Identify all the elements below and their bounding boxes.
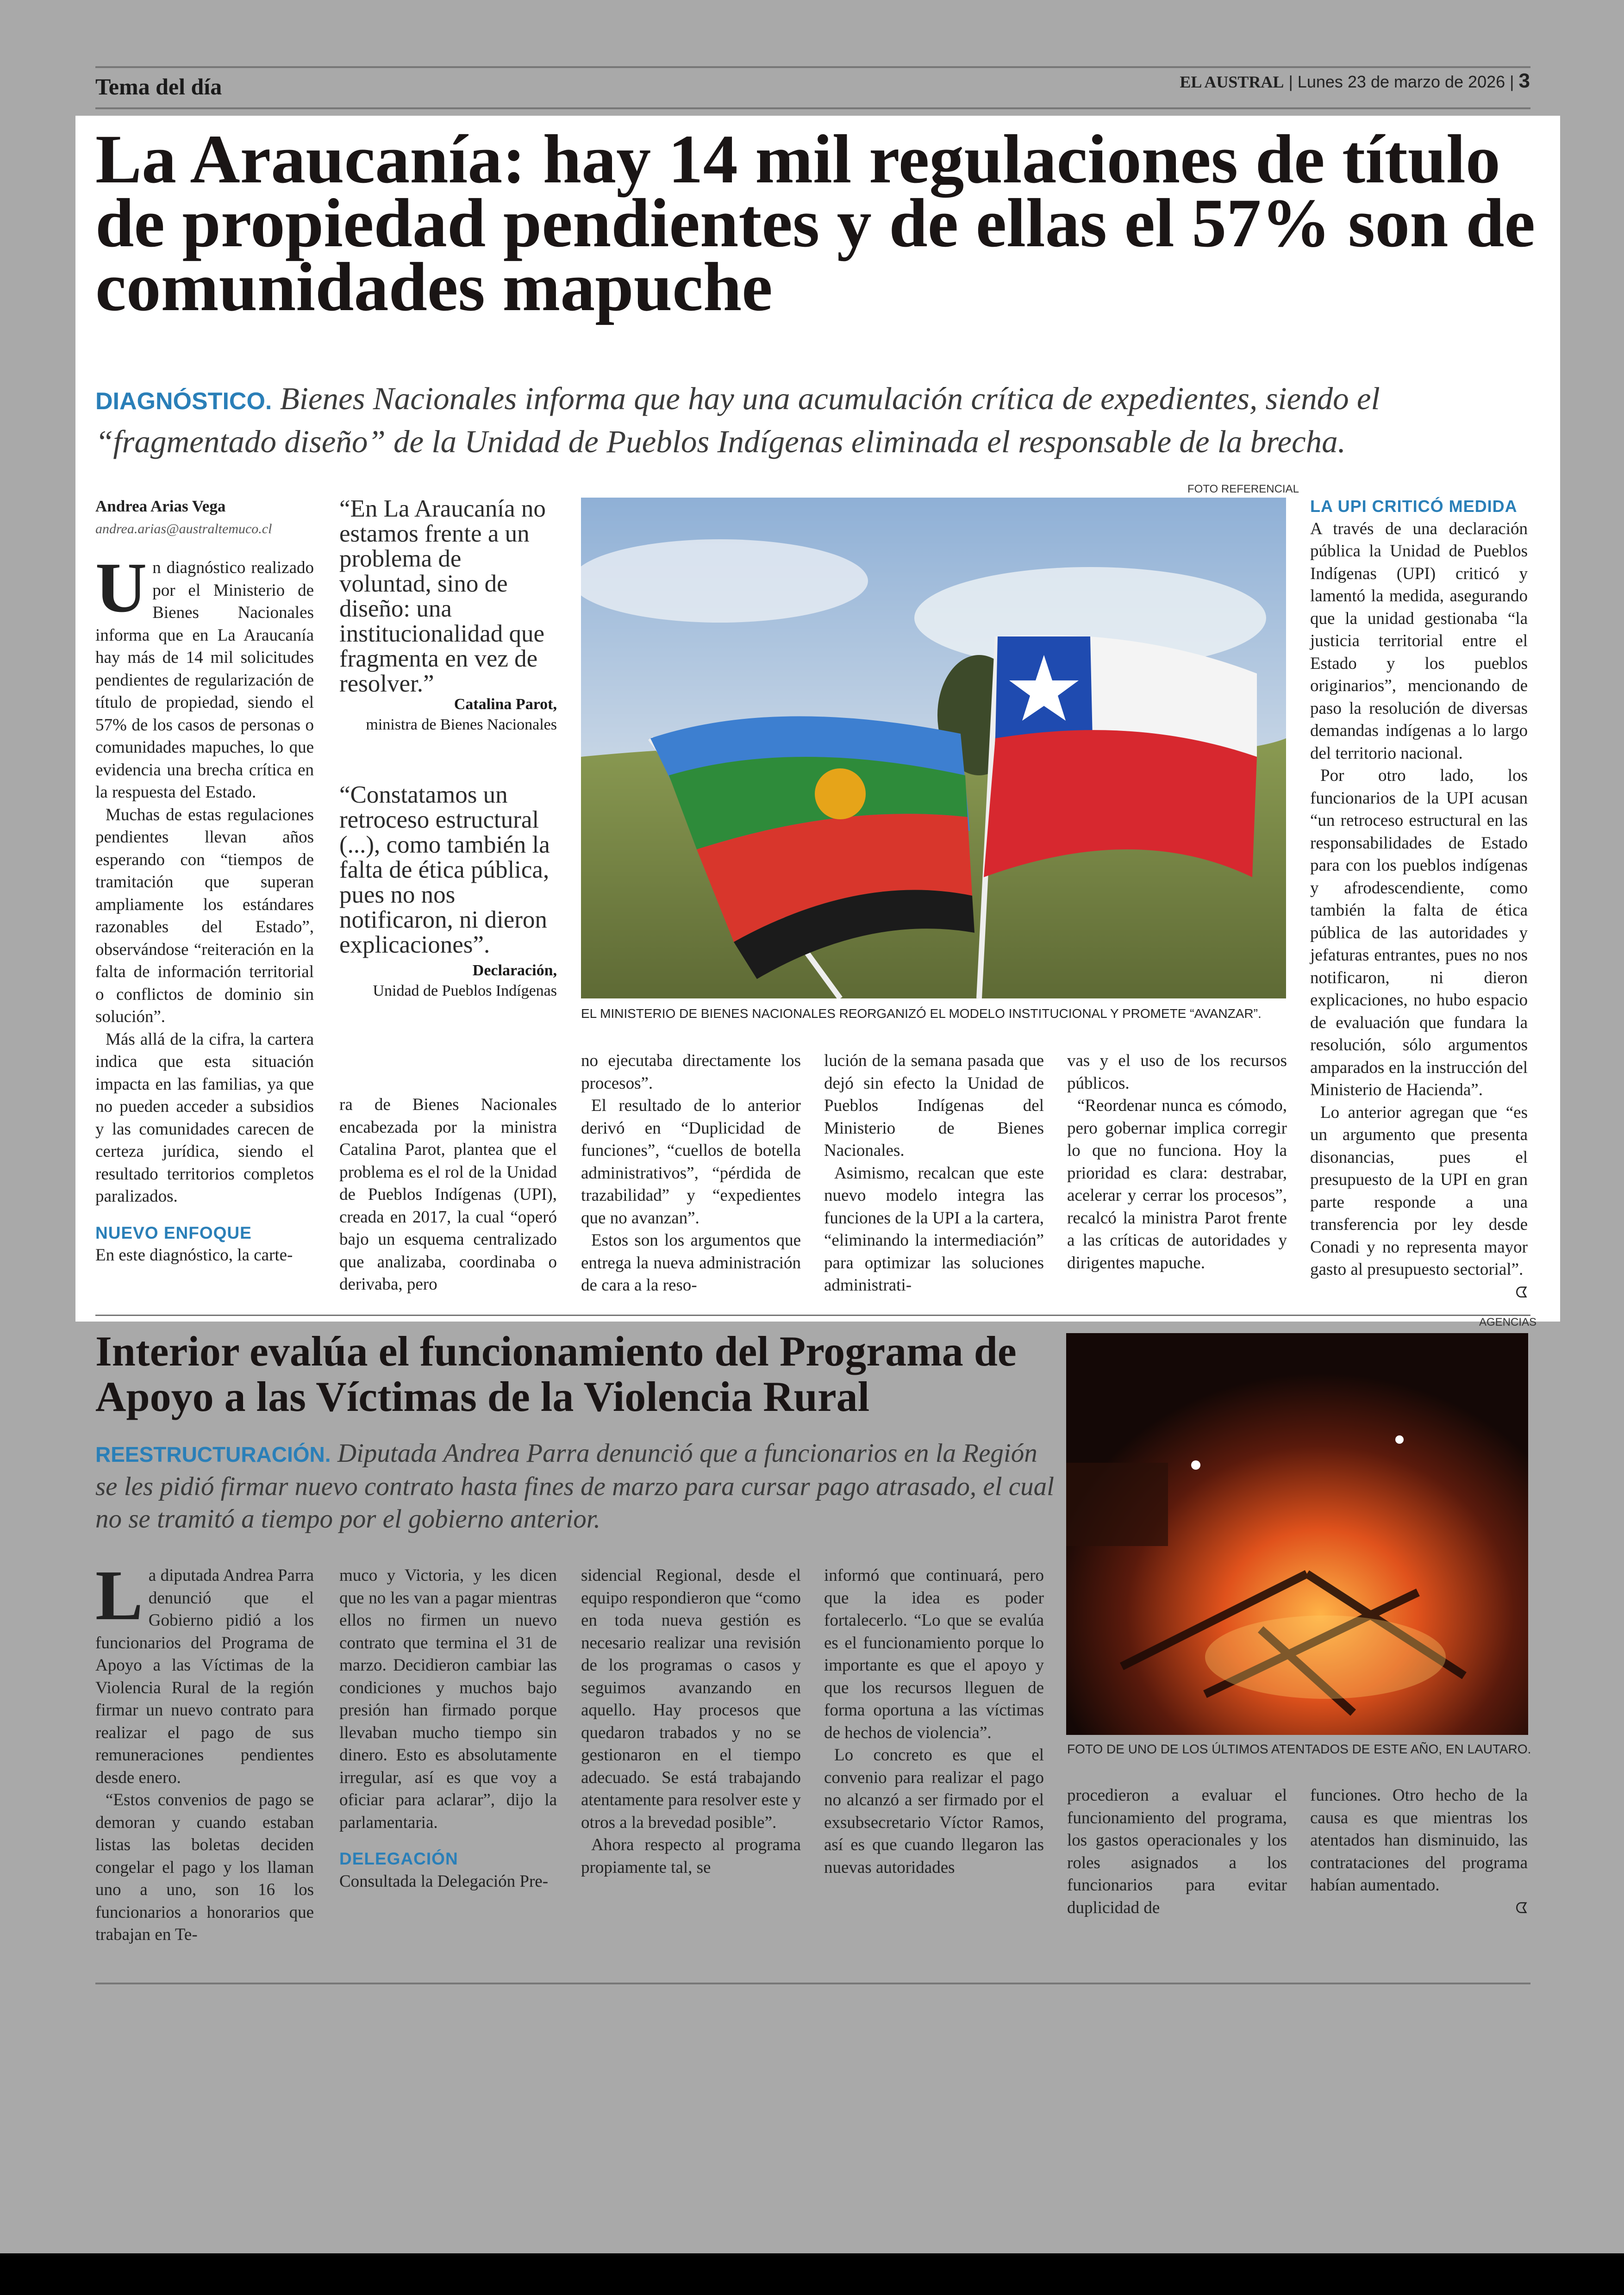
paragraph: Asimismo, recalcan que este nuevo modelo integra las funciones de la UPI a la cartera, “eliminando la intermediación” para optimizar las soluciones administrati- (824, 1163, 1044, 1295)
paragraph: Por otro lado, los funcionarios de la UPI acusan “un retroceso estructural en las responsabilidades de Estado para con los pueblos indígenas y afrodescendiente, como también la falta de ética pública de las autoridades y jefaturas entrantes, pues no nos notificaron, ni dieron explicaciones, no hubo espacio de evaluación que fundara la resolución, sólo argumentos amparados en la instrucción del Ministerio de Hacienda”. (1310, 766, 1528, 1099)
sidebar-column (1310, 495, 1528, 1303)
section-divider (95, 1315, 1530, 1316)
article-2-column-1 (95, 1556, 314, 1946)
deck-2-kicker: REESTRUCTURACIÓN. (95, 1442, 331, 1466)
fire-photo (1066, 1333, 1528, 1735)
quote-1-name: Catalina Parot, (454, 696, 557, 713)
paragraph: muco y Victoria, y les dicen que no les van a pagar mientras ellos no firmen un nuevo contrato que termina el 31 de marzo. Decidieron cambiar las condiciones y muchos bajo presión han firmado porque llevaban mucho tiempo sin dinero. Esto es absolutamente irregular, así es que voy a oficiar para aclarar”, dijo la parlamentaria. (339, 1566, 557, 1832)
flags-illustration (581, 498, 1286, 998)
quote-1-attribution (339, 694, 557, 735)
paper-name: EL AUSTRAL (1180, 73, 1284, 91)
paragraph: no ejecutaba directamente los procesos”. (581, 1051, 801, 1093)
deck-2-text: Diputada Andrea Parra denunció que a funcionarios en la Región se les pidió firmar nuevo contrato hasta fines de marzo para cursar pago atrasado, el cual no se tramitó a tiempo por el gobierno anterior. (95, 1439, 1054, 1534)
paragraph: sidencial Regional, desde el equipo respondieron que “como en toda nueva gestión es necesario realizar una revisión de los programas o casos y seguimos avanzando en aquello. Hay procesos que quedaron trabados y no se gestionaron en el tiempo adecuado. Se está trabajando atentamente para resolver este y otros a la brevedad posible”. (581, 1566, 801, 1832)
article-2-deck (95, 1437, 1058, 1535)
paragraph: procedieron a evaluar el funcionamiento del programa, los gastos operacionales y los roles asignados a los funcionarios para evitar duplicidad de (1067, 1786, 1287, 1917)
quote-2-role: Unidad de Pueblos Indígenas (373, 982, 557, 999)
drop-cap: U (95, 549, 147, 627)
top-rule (95, 66, 1530, 68)
bottom-bar (0, 2253, 1624, 2295)
pull-quote-2: “Constatamos un retroceso estructural (...), como también la falta de ética pública, pues no nos notificaron, ni dieron explicaciones”. (339, 781, 550, 958)
article-column-4 (824, 1050, 1044, 1297)
article-deck (95, 379, 1530, 462)
paragraph: vas y el uso de los recursos públicos. (1067, 1051, 1287, 1093)
paragraph: Más allá de la cifra, la cartera indica que esta situación impacta en las familias, ya que no pueden acceder a subsidios y las comunidades carecen de certeza jurídica, siendo el resultado territorios completos paralizados. (95, 1029, 314, 1206)
photo-caption: EL MINISTERIO DE BIENES NACIONALES REORGANIZÓ EL MODELO INSTITUCIONAL Y PROMETE “AVANZAR”. (581, 1006, 1262, 1021)
paragraph: informó que continuará, pero que la idea es poder fortalecerlo. “Lo que se evalúa es el funcionamiento porque lo importante es que el apoyo y que los recursos lleguen de forma oportuna a las víctimas de hechos de violencia”. (824, 1566, 1044, 1742)
paragraph: Consultada la Delegación Pre- (339, 1871, 549, 1891)
paragraph: lución de la semana pasada que dejó sin efecto la Unidad de Pueblos Indígenas del Ministerio de Bienes Nacionales. (824, 1051, 1044, 1160)
article-2-column-3 (581, 1565, 801, 1879)
deck-kicker: DIAGNÓSTICO. (95, 388, 272, 415)
article-column-1 (95, 495, 314, 1267)
author-email: andrea.arias@australtemuco.cl (95, 521, 272, 536)
subhead-delegacion: DELEGACIÓN (339, 1849, 458, 1868)
page-number: 3 (1518, 69, 1530, 92)
paragraph: “Estos convenios de pago se demoran y cuando estaban listas las boletas deciden congelar el pago y los llaman uno a uno, son 16 los funcionarios a honorarios que trabajan en Te- (95, 1790, 314, 1944)
pull-quote-1: “En La Araucanía no estamos frente a un problema de voluntad, sino de diseño: una institucionalidad que fragmenta en vez de resolver.” (339, 495, 546, 697)
fire-illustration (1066, 1333, 1528, 1735)
photo-2-credit: AGENCIAS (1479, 1316, 1537, 1328)
quote-2-name: Declaración, (472, 962, 557, 979)
bottom-rule (95, 1983, 1530, 1984)
paragraph: Lo anterior agregan que “es un argumento que presenta disonancias, pues el presupuesto de la UPI en gran parte responde a una transferencia por ley desde Conadi y no representa mayor gasto al presupuesto sectorial”. (1310, 1103, 1528, 1279)
photo-credit: FOTO REFERENCIAL (1187, 483, 1299, 495)
article-headline: La Araucanía: hay 14 mil regulaciones de título de propiedad pendientes y de ellas el 57% son de comunidades mapuche (95, 121, 1536, 325)
paragraph: A través de una declaración pública la Unidad de Pueblos Indígenas (UPI) criticó y lamentó la medida, asegurando que la unidad gestionaba “la justicia territorial entre el Estado y los pueblos originarios”, mencionando de paso la resolución de diversas demandas indígenas a lo largo del territorio nacional. (1310, 519, 1528, 763)
article-2-column-4 (824, 1565, 1044, 1879)
article-column-3 (581, 1050, 801, 1297)
paragraph: Muchas de estas regulaciones pendientes llevan años esperando con “tiempos de tramitación que superan ampliamente los estándares razonables del Estado”, observándose “reiteración en la falta de información territorial o conflictos de dominio sin solución”. (95, 805, 314, 1026)
flags-photo (581, 498, 1286, 998)
paragraph: n diagnóstico realizado por el Ministerio de Bienes Nacionales informa que en La Araucanía hay más de 14 mil solicitudes pendientes de regularización de título de propiedad, siendo el 57% de los casos de personas o comunidades mapuches, lo que evidencia una brecha crítica en la respuesta del Estado. (95, 558, 314, 802)
paragraph: Lo concreto es que el convenio para realizar el pago no alcanzó a ser firmado por el exsubsecretario Víctor Ramos, así es que cuando llegaron las nuevas autoridades (824, 1746, 1044, 1877)
quote-1-role: ministra de Bienes Nacionales (366, 716, 557, 733)
drop-cap: L (95, 1556, 143, 1635)
paragraph: El resultado de lo anterior derivó en “Duplicidad de funciones”, “cuellos de botella administrativos”, “pérdida de trazabilidad” y “expedientes que no avanzan”. (581, 1096, 801, 1228)
paragraph: funciones. Otro hecho de la causa es que mientras los atentados han disminuido, las contrataciones del programa habían aumentado. (1310, 1786, 1528, 1895)
paragraph: Ahora respecto al programa propiamente tal, se (581, 1835, 801, 1877)
author-name: Andrea Arias Vega (95, 497, 226, 515)
section-label: Tema del día (95, 74, 222, 100)
paragraph: En este diagnóstico, la carte- (95, 1246, 293, 1265)
photo-2-caption: FOTO DE UNO DE LOS ÚLTIMOS ATENTADOS DE ESTE AÑO, EN LAUTARO. (1067, 1742, 1531, 1756)
quote-2-attribution (339, 960, 557, 1001)
issue-date: | Lunes 23 de marzo de 2026 | (1288, 72, 1514, 91)
masthead-info (1180, 69, 1530, 93)
sidebar-head: LA UPI CRITICÓ MEDIDA (1310, 497, 1518, 516)
paragraph: “Reordenar nunca es cómodo, pero gobernar implica corregir lo que no funciona. Hoy la prioridad es clara: destrabar, acelerar y cerrar los procesos”, recalcó la ministra Parot frente a las críticas de autoridades y dirigentes mapuche. (1067, 1096, 1287, 1272)
article-2-column-5 (1067, 1784, 1287, 1919)
header-rule (95, 107, 1530, 109)
article-column-5 (1067, 1050, 1287, 1274)
paragraph: a diputada Andrea Parra denunció que el Gobierno pidió a los funcionarios del Programa de Apoyo a las Víctimas de la Violencia Rural de la región firmar un nuevo contrato para realizar el pago de sus remuneraciones pendientes desde enero. (95, 1566, 314, 1787)
paragraph: ra de Bienes Nacionales encabezada por la ministra Catalina Parot, plantea que el problema es el rol de la Unidad de Pueblos Indígenas (UPI), creada en 2017, la cual “operó bajo un esquema centralizado que analizaba, coordinaba o derivaba, pero (339, 1095, 557, 1294)
article-2-column-2 (339, 1565, 557, 1893)
article-2-headline: Interior evalúa el funcionamiento del Programa de Apoyo a las Víctimas de la Violencia Rural (95, 1328, 1017, 1420)
deck-text: Bienes Nacionales informa que hay una acumulación crítica de expedientes, siendo el “fragmentado diseño” de la Unidad de Pueblos Indígenas eliminada el responsable de la brecha. (95, 381, 1380, 459)
end-mark: ᗧ (1515, 1284, 1528, 1301)
end-mark: ᗧ (1515, 1899, 1528, 1916)
paragraph: Estos son los argumentos que entrega la nueva administración de cara a la reso- (581, 1231, 801, 1295)
subhead-nuevo-enfoque: NUEVO ENFOQUE (95, 1223, 252, 1242)
article-column-2 (339, 1094, 557, 1296)
article-2-column-6 (1310, 1784, 1528, 1919)
